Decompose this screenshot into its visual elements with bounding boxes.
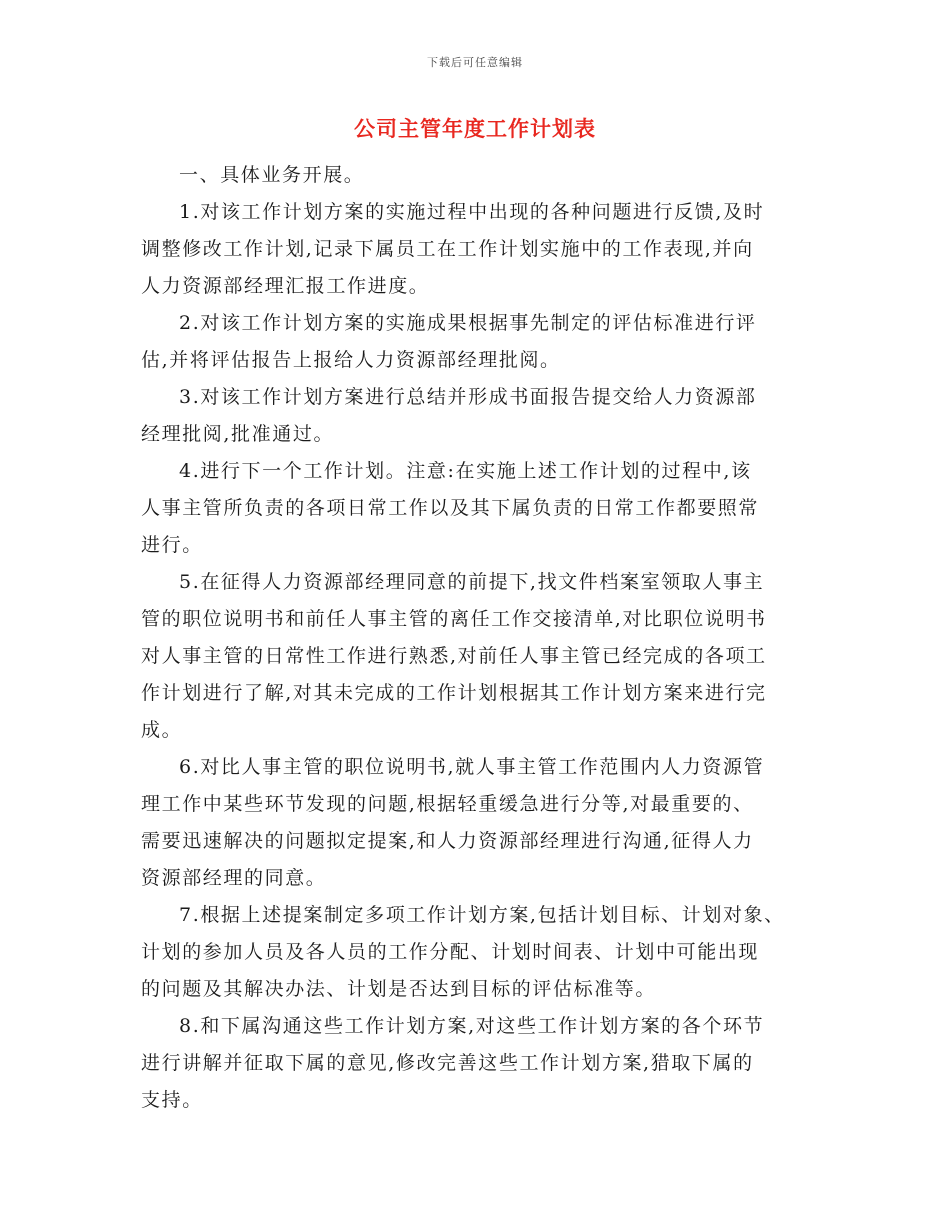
paragraph-line: 需要迅速解决的问题拟定提案,和人力资源部经理进行沟通,征得人力 <box>141 830 754 852</box>
paragraph-line: 7.根据上述提案制定多项工作计划方案,包括计划目标、计划对象、 <box>179 904 785 926</box>
paragraph-line: 估,并将评估报告上报给人力资源部经理批阅。 <box>141 349 561 371</box>
paragraph-item-1 <box>141 194 826 305</box>
paragraph-line: 5.在征得人力资源部经理同意的前提下,找文件档案室领取人事主 <box>179 571 765 593</box>
paragraph-section-heading <box>141 157 826 194</box>
paragraph-line: 对人事主管的日常性工作进行熟悉,对前任人事主管已经完成的各项工 <box>141 645 767 667</box>
document-title: 公司主管年度工作计划表 <box>354 117 596 141</box>
paragraph-line: 成。 <box>141 719 183 741</box>
paragraph-line: 理工作中某些环节发现的问题,根据轻重缓急进行分等,对最重要的、 <box>141 793 754 815</box>
paragraph-item-4 <box>141 453 826 564</box>
paragraph-line: 进行。 <box>141 534 203 556</box>
paragraph-item-3 <box>141 379 826 453</box>
paragraph-line: 人力资源部经理汇报工作进度。 <box>141 275 430 297</box>
paragraph-line: 6.对比人事主管的职位说明书,就人事主管工作范围内人力资源管 <box>179 756 765 778</box>
paragraph-line: 进行讲解并征取下属的意见,修改完善这些工作计划方案,猎取下属的 <box>141 1052 754 1074</box>
document-body <box>141 157 826 1119</box>
paragraph-item-7 <box>141 897 826 1008</box>
paragraph-line: 计划的参加人员及各人员的工作分配、计划时间表、计划中可能出现 <box>141 941 760 963</box>
paragraph-line: 作计划进行了解,对其未完成的工作计划根据其工作计划方案来进行完 <box>141 682 767 704</box>
paragraph-line: 经理批阅,批准通过。 <box>141 423 335 445</box>
paragraph-line: 人事主管所负责的各项日常工作以及其下属负责的日常工作都要照常 <box>141 497 760 519</box>
paragraph-line: 2.对该工作计划方案的实施成果根据事先制定的评估标准进行评 <box>179 312 757 334</box>
paragraph-line: 1.对该工作计划方案的实施过程中出现的各种问题进行反馈,及时 <box>179 201 765 223</box>
paragraph-line: 管的职位说明书和前任人事主管的离任工作交接清单,对比职位说明书 <box>141 608 767 630</box>
page-header-note: 下载后可任意编辑 <box>427 56 523 69</box>
paragraph-line: 资源部经理的同意。 <box>141 867 327 889</box>
paragraph-item-2 <box>141 305 826 379</box>
paragraph-line: 支持。 <box>141 1089 203 1111</box>
paragraph-line: 3.对该工作计划方案进行总结并形成书面报告提交给人力资源部 <box>179 386 757 408</box>
paragraph-item-8 <box>141 1008 826 1119</box>
paragraph-line: 调整修改工作计划,记录下属员工在工作计划实施中的工作表现,并向 <box>141 238 754 260</box>
paragraph-line: 4.进行下一个工作计划。注意:在实施上述工作计划的过程中,该 <box>179 460 752 482</box>
paragraph-item-5 <box>141 564 826 749</box>
paragraph-line: 的问题及其解决办法、计划是否达到目标的评估标准等。 <box>141 978 657 1000</box>
paragraph-item-6 <box>141 749 826 897</box>
paragraph-line: 8.和下属沟通这些工作计划方案,对这些工作计划方案的各个环节 <box>179 1015 765 1037</box>
paragraph-line: 一、具体业务开展。 <box>179 164 365 186</box>
